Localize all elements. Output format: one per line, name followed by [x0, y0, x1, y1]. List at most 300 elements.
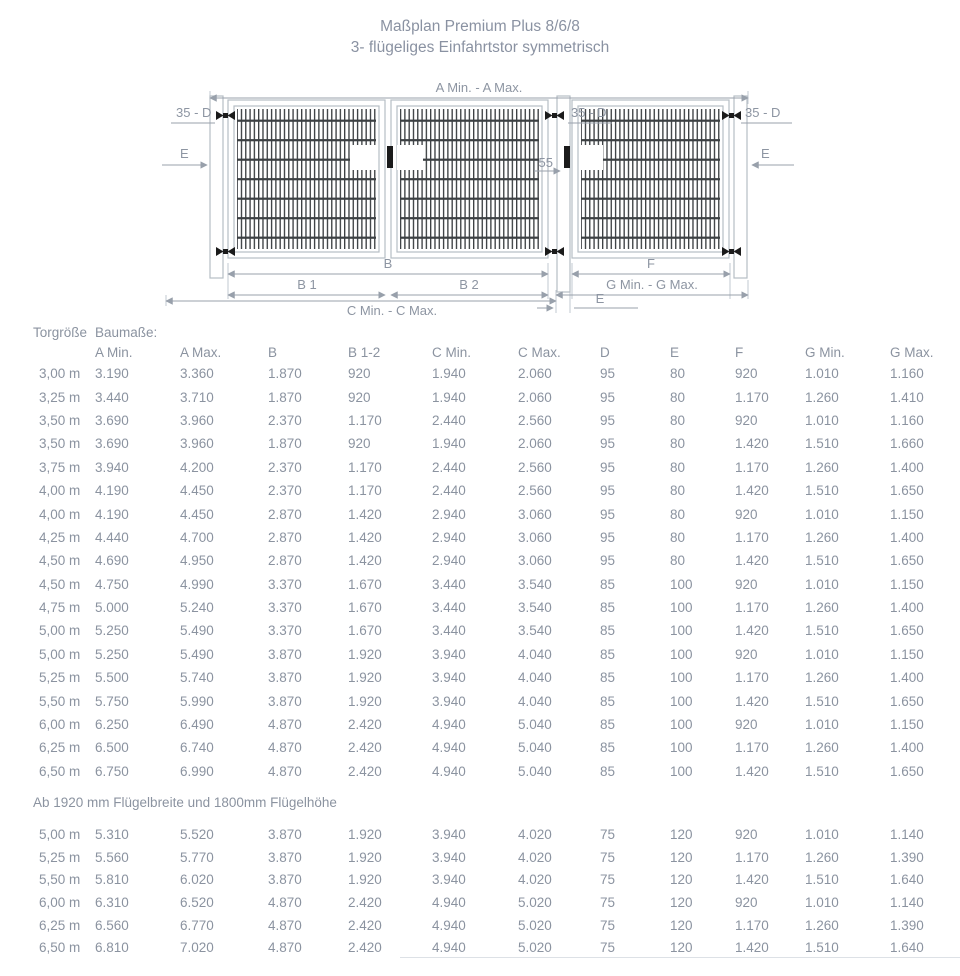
table-cell: 4.190 — [95, 483, 129, 499]
table-cell: 1.170 — [348, 483, 382, 499]
table-cell: 3.870 — [268, 693, 302, 709]
table-cell: 3.870 — [268, 872, 302, 888]
table-cell: 1.510 — [805, 872, 839, 888]
table-cell: 920 — [735, 576, 758, 592]
table-cell: 5,00 m — [39, 623, 81, 639]
column-header: C Max. — [518, 344, 561, 360]
table-row — [33, 643, 960, 666]
table-cell: 3.940 — [432, 646, 466, 662]
table-cell: 3.940 — [432, 826, 466, 842]
table-cell: 80 — [670, 366, 686, 382]
table-cell: 1.420 — [735, 483, 769, 499]
table-cell: 100 — [670, 600, 693, 616]
table-cell: 3.710 — [180, 389, 214, 405]
table-cell: 1.920 — [348, 872, 382, 888]
table-cell: 75 — [600, 894, 616, 910]
table-cell: 95 — [600, 553, 616, 569]
table-cell: 3.960 — [180, 412, 214, 428]
table-cell: 1.260 — [805, 529, 839, 545]
table-cell: 1.920 — [348, 670, 382, 686]
table-cell: 1.010 — [805, 826, 839, 842]
table-cell: 6.770 — [180, 917, 214, 933]
table-section-note: Ab 1920 mm Flügelbreite und 1800mm Flügelhöhe — [33, 795, 337, 811]
table-cell: 1.650 — [890, 483, 924, 499]
table-row — [33, 846, 960, 869]
table-cell: 4.700 — [180, 529, 214, 545]
table-cell: 3.540 — [518, 600, 552, 616]
table-cell: 80 — [670, 436, 686, 452]
gate-leaf-left — [228, 100, 385, 258]
table-cell: 3,00 m — [39, 366, 81, 382]
table-cell: 2.370 — [268, 483, 302, 499]
gate-leaf-right — [572, 100, 729, 258]
table-row — [33, 526, 960, 549]
table-cell: 1.140 — [890, 826, 924, 842]
table-section-large-wings — [33, 823, 960, 959]
table-cell: 2.870 — [268, 529, 302, 545]
table-cell: 3.540 — [518, 576, 552, 592]
table-cell: 85 — [600, 623, 616, 639]
column-header: B 1-2 — [348, 344, 381, 360]
table-cell: 2.560 — [518, 483, 552, 499]
table-cell: 5.000 — [95, 600, 129, 616]
table-cell: 2.420 — [348, 717, 382, 733]
table-cell: 1.160 — [890, 366, 924, 382]
table-cell: 95 — [600, 483, 616, 499]
table-cell: 3.870 — [268, 849, 302, 865]
table-cell: 3,50 m — [39, 436, 81, 452]
dimension-plan-drawing — [0, 0, 960, 320]
table-cell: 6,50 m — [39, 940, 81, 956]
table-cell: 100 — [670, 763, 693, 779]
table-cell: 1.650 — [890, 763, 924, 779]
table-cell: 1.420 — [735, 872, 769, 888]
table-row — [33, 823, 960, 846]
table-cell: 2.870 — [268, 506, 302, 522]
table-cell: 3.440 — [432, 600, 466, 616]
dim-label-c: C Min. - C Max. — [346, 303, 438, 318]
table-cell: 5.020 — [518, 894, 552, 910]
gate-leaf-middle — [391, 100, 548, 258]
table-cell: 1.670 — [348, 623, 382, 639]
table-cell: 920 — [348, 436, 371, 452]
table-column-headers — [33, 342, 960, 362]
table-cell: 1.650 — [890, 553, 924, 569]
table-cell: 5,25 m — [39, 670, 81, 686]
table-cell: 920 — [735, 506, 758, 522]
table-cell: 4.040 — [518, 693, 552, 709]
table-cell: 100 — [670, 717, 693, 733]
table-section-standard — [33, 362, 960, 783]
table-cell: 4.190 — [95, 506, 129, 522]
table-cell: 920 — [735, 826, 758, 842]
table-row — [33, 549, 960, 572]
table-cell: 100 — [670, 740, 693, 756]
table-row — [33, 868, 960, 891]
table-cell: 1.260 — [805, 740, 839, 756]
table-cell: 1.870 — [268, 389, 302, 405]
table-cell: 5.020 — [518, 917, 552, 933]
table-cell: 3.060 — [518, 553, 552, 569]
table-cell: 100 — [670, 623, 693, 639]
table-cell: 85 — [600, 670, 616, 686]
table-cell: 1.170 — [348, 459, 382, 475]
table-cell: 2.420 — [348, 894, 382, 910]
table-cell: 1.920 — [348, 849, 382, 865]
table-cell: 1.940 — [432, 436, 466, 452]
table-cell: 4.990 — [180, 576, 214, 592]
table-cell: 6,00 m — [39, 717, 81, 733]
table-group-header — [33, 322, 960, 342]
table-cell: 75 — [600, 917, 616, 933]
table-cell: 3.060 — [518, 529, 552, 545]
post-middle — [557, 96, 570, 292]
table-cell: 4.750 — [95, 576, 129, 592]
table-cell: 1.170 — [735, 459, 769, 475]
table-cell: 1.010 — [805, 506, 839, 522]
table-row — [33, 385, 960, 408]
table-cell: 3,50 m — [39, 412, 81, 428]
dim-label-b: B — [383, 256, 393, 271]
table-cell: 1.260 — [805, 600, 839, 616]
table-cell: 4.940 — [432, 763, 466, 779]
table-cell: 1.400 — [890, 600, 924, 616]
table-cell: 80 — [670, 389, 686, 405]
table-cell: 1.920 — [348, 693, 382, 709]
table-cell: 1.150 — [890, 646, 924, 662]
table-cell: 1.170 — [735, 529, 769, 545]
table-cell: 6.020 — [180, 872, 214, 888]
table-cell: 3.940 — [432, 849, 466, 865]
table-row — [33, 409, 960, 432]
table-cell: 6.250 — [95, 717, 129, 733]
table-cell: 2.440 — [432, 483, 466, 499]
table-row — [33, 936, 960, 959]
table-row — [33, 456, 960, 479]
table-cell: 1.420 — [735, 553, 769, 569]
table-cell: 5.020 — [518, 940, 552, 956]
table-cell: 6.310 — [95, 894, 129, 910]
table-cell: 3.060 — [518, 506, 552, 522]
table-cell: 85 — [600, 717, 616, 733]
table-cell: 3.370 — [268, 576, 302, 592]
table-cell: 85 — [600, 740, 616, 756]
dim-label-d-mid: 35 - D — [571, 105, 607, 120]
table-cell: 95 — [600, 366, 616, 382]
column-header: D — [600, 344, 610, 360]
table-cell: 2.940 — [432, 529, 466, 545]
table-row — [33, 914, 960, 937]
table-row — [33, 596, 960, 619]
table-cell: 6.740 — [180, 740, 214, 756]
table-row — [33, 713, 960, 736]
table-cell: 2.060 — [518, 366, 552, 382]
dim-label-e-bottom: E — [595, 291, 605, 306]
table-cell: 5.310 — [95, 826, 129, 842]
table-cell: 1.260 — [805, 670, 839, 686]
table-cell: 2.420 — [348, 917, 382, 933]
table-cell: 4.940 — [432, 894, 466, 910]
table-cell: 1.420 — [735, 436, 769, 452]
latch-icon — [387, 146, 393, 168]
dim-label-g: G Min. - G Max. — [606, 277, 698, 292]
table-cell: 920 — [735, 646, 758, 662]
table-cell: 5.040 — [518, 717, 552, 733]
size-table — [33, 322, 960, 959]
table-cell: 3.190 — [95, 366, 129, 382]
table-cell: 5.770 — [180, 849, 214, 865]
table-cell: 4.940 — [432, 740, 466, 756]
table-cell: 920 — [735, 717, 758, 733]
table-cell: 3.690 — [95, 436, 129, 452]
column-header: C Min. — [432, 344, 472, 360]
column-header-torgroesse: Torgröße — [33, 324, 88, 340]
table-cell: 4.020 — [518, 849, 552, 865]
table-cell: 4.940 — [432, 917, 466, 933]
column-header: F — [735, 344, 744, 360]
table-cell: 4.020 — [518, 872, 552, 888]
dim-label-e-right: E — [761, 146, 770, 161]
table-cell: 1.670 — [348, 576, 382, 592]
table-cell: 85 — [600, 693, 616, 709]
table-cell: 1.260 — [805, 459, 839, 475]
table-cell: 95 — [600, 389, 616, 405]
table-cell: 1.510 — [805, 940, 839, 956]
table-cell: 1.010 — [805, 412, 839, 428]
table-cell: 4.940 — [432, 717, 466, 733]
table-cell: 3.940 — [432, 872, 466, 888]
table-cell: 100 — [670, 646, 693, 662]
table-cell: 1.150 — [890, 576, 924, 592]
table-cell: 6.520 — [180, 894, 214, 910]
table-cell: 5,00 m — [39, 826, 81, 842]
table-cell: 6.810 — [95, 940, 129, 956]
table-row — [33, 689, 960, 712]
column-header-baumasse: Baumaße: — [95, 324, 158, 340]
table-cell: 75 — [600, 872, 616, 888]
table-cell: 75 — [600, 849, 616, 865]
table-cell: 1.010 — [805, 366, 839, 382]
table-cell: 120 — [670, 872, 693, 888]
table-cell: 6.990 — [180, 763, 214, 779]
table-cell: 4.870 — [268, 763, 302, 779]
table-cell: 1.510 — [805, 763, 839, 779]
table-cell: 7.020 — [180, 940, 214, 956]
table-cell: 1.260 — [805, 917, 839, 933]
table-cell: 1.010 — [805, 717, 839, 733]
table-cell: 5.750 — [95, 693, 129, 709]
table-cell: 1.940 — [432, 366, 466, 382]
table-cell: 1.510 — [805, 553, 839, 569]
table-cell: 4.040 — [518, 646, 552, 662]
table-cell: 4.200 — [180, 459, 214, 475]
table-cell: 1.170 — [735, 917, 769, 933]
table-row — [33, 479, 960, 502]
table-cell: 2.940 — [432, 553, 466, 569]
table-cell: 5,50 m — [39, 872, 81, 888]
table-cell: 1.420 — [735, 763, 769, 779]
dim-label-b2: B 2 — [459, 277, 479, 292]
title-line1: Maßplan Premium Plus 8/6/8 — [380, 18, 580, 35]
table-cell: 5.490 — [180, 646, 214, 662]
table-cell: 3.870 — [268, 826, 302, 842]
table-row — [33, 573, 960, 596]
table-cell: 1.390 — [890, 917, 924, 933]
table-cell: 95 — [600, 506, 616, 522]
table-cell: 4.690 — [95, 553, 129, 569]
table-cell: 80 — [670, 483, 686, 499]
table-cell: 6,25 m — [39, 917, 81, 933]
table-cell: 2.870 — [268, 553, 302, 569]
table-cell: 1.420 — [735, 623, 769, 639]
table-cell: 1.260 — [805, 849, 839, 865]
table-cell: 1.870 — [268, 366, 302, 382]
table-cell: 4.450 — [180, 483, 214, 499]
table-cell: 1.010 — [805, 646, 839, 662]
table-cell: 5.520 — [180, 826, 214, 842]
table-cell: 2.420 — [348, 740, 382, 756]
table-cell: 120 — [670, 849, 693, 865]
table-cell: 80 — [670, 412, 686, 428]
table-cell: 1.400 — [890, 740, 924, 756]
table-row — [33, 619, 960, 642]
table-cell: 4,50 m — [39, 576, 81, 592]
table-cell: 3.940 — [432, 693, 466, 709]
table-cell: 5.500 — [95, 670, 129, 686]
table-cell: 4,50 m — [39, 553, 81, 569]
table-cell: 1.660 — [890, 436, 924, 452]
table-cell: 80 — [670, 506, 686, 522]
table-cell: 1.150 — [890, 506, 924, 522]
table-cell: 3.360 — [180, 366, 214, 382]
table-cell: 4,75 m — [39, 600, 81, 616]
table-row — [33, 736, 960, 759]
table-cell: 5.740 — [180, 670, 214, 686]
table-cell: 1.400 — [890, 459, 924, 475]
table-cell: 1.420 — [348, 506, 382, 522]
title-line2: 3- flügeliges Einfahrtstor symmetrisch — [350, 39, 610, 56]
table-cell: 1.920 — [348, 646, 382, 662]
table-cell: 5.990 — [180, 693, 214, 709]
table-cell: 80 — [670, 553, 686, 569]
table-cell: 120 — [670, 826, 693, 842]
dim-label-d-right: 35 - D — [745, 105, 781, 120]
table-cell: 3.940 — [95, 459, 129, 475]
table-cell: 5.240 — [180, 600, 214, 616]
column-header: A Max. — [180, 344, 222, 360]
table-cell: 1.420 — [348, 553, 382, 569]
column-header: B — [268, 344, 278, 360]
table-cell: 6,25 m — [39, 740, 81, 756]
table-cell: 6.500 — [95, 740, 129, 756]
table-cell: 75 — [600, 940, 616, 956]
column-header: G Max. — [890, 344, 934, 360]
table-cell: 2.440 — [432, 412, 466, 428]
column-header: G Min. — [805, 344, 845, 360]
table-cell: 5.810 — [95, 872, 129, 888]
table-cell: 1.650 — [890, 693, 924, 709]
table-cell: 6.750 — [95, 763, 129, 779]
table-cell: 85 — [600, 576, 616, 592]
table-cell: 4.020 — [518, 826, 552, 842]
table-cell: 1.170 — [348, 412, 382, 428]
table-cell: 5.490 — [180, 623, 214, 639]
table-cell: 5,00 m — [39, 646, 81, 662]
table-cell: 6,00 m — [39, 894, 81, 910]
table-cell: 95 — [600, 436, 616, 452]
table-cell: 1.410 — [890, 389, 924, 405]
table-cell: 1.400 — [890, 670, 924, 686]
table-cell: 4.870 — [268, 894, 302, 910]
dim-label-b1: B 1 — [297, 277, 317, 292]
table-cell: 4,00 m — [39, 483, 81, 499]
table-cell: 1.150 — [890, 717, 924, 733]
table-cell: 920 — [348, 366, 371, 382]
table-cell: 4.870 — [268, 717, 302, 733]
table-cell: 1.170 — [735, 670, 769, 686]
table-cell: 3,75 m — [39, 459, 81, 475]
table-cell: 85 — [600, 600, 616, 616]
table-cell: 3.870 — [268, 646, 302, 662]
dim-label-d-left: 35 - D — [176, 105, 212, 120]
table-cell: 4.440 — [95, 529, 129, 545]
dim-label-e-left: E — [180, 146, 189, 161]
table-cell: 5.040 — [518, 740, 552, 756]
table-cell: 920 — [348, 389, 371, 405]
table-cell: 4.040 — [518, 670, 552, 686]
table-cell: 2.440 — [432, 459, 466, 475]
table-cell: 920 — [735, 894, 758, 910]
table-cell: 5,25 m — [39, 849, 81, 865]
table-cell: 1.420 — [735, 940, 769, 956]
latch-icon — [564, 146, 570, 168]
table-cell: 3.870 — [268, 670, 302, 686]
table-cell: 4.450 — [180, 506, 214, 522]
table-row — [33, 432, 960, 455]
table-cell: 920 — [735, 366, 758, 382]
table-cell: 2.370 — [268, 459, 302, 475]
table-cell: 1.510 — [805, 693, 839, 709]
table-cell: 2.420 — [348, 940, 382, 956]
table-cell: 75 — [600, 826, 616, 842]
dim-label-55: 55 — [538, 155, 553, 170]
table-cell: 2.940 — [432, 506, 466, 522]
table-cell: 3.440 — [432, 576, 466, 592]
table-cell: 3.440 — [95, 389, 129, 405]
table-cell: 3.440 — [432, 623, 466, 639]
table-cell: 4.870 — [268, 917, 302, 933]
table-cell: 1.510 — [805, 623, 839, 639]
table-cell: 5,50 m — [39, 693, 81, 709]
table-cell: 1.870 — [268, 436, 302, 452]
table-cell: 80 — [670, 459, 686, 475]
table-cell: 1.170 — [735, 849, 769, 865]
table-cell: 4.870 — [268, 740, 302, 756]
table-cell: 2.060 — [518, 436, 552, 452]
table-cell: 2.370 — [268, 412, 302, 428]
table-cell: 6.560 — [95, 917, 129, 933]
table-cell: 1.390 — [890, 849, 924, 865]
table-cell: 100 — [670, 670, 693, 686]
table-cell: 2.560 — [518, 412, 552, 428]
column-header: E — [670, 344, 680, 360]
table-cell: 120 — [670, 940, 693, 956]
table-row — [33, 502, 960, 525]
table-cell: 6.490 — [180, 717, 214, 733]
table-cell: 4,25 m — [39, 529, 81, 545]
table-cell: 1.400 — [890, 529, 924, 545]
table-cell: 1.650 — [890, 623, 924, 639]
